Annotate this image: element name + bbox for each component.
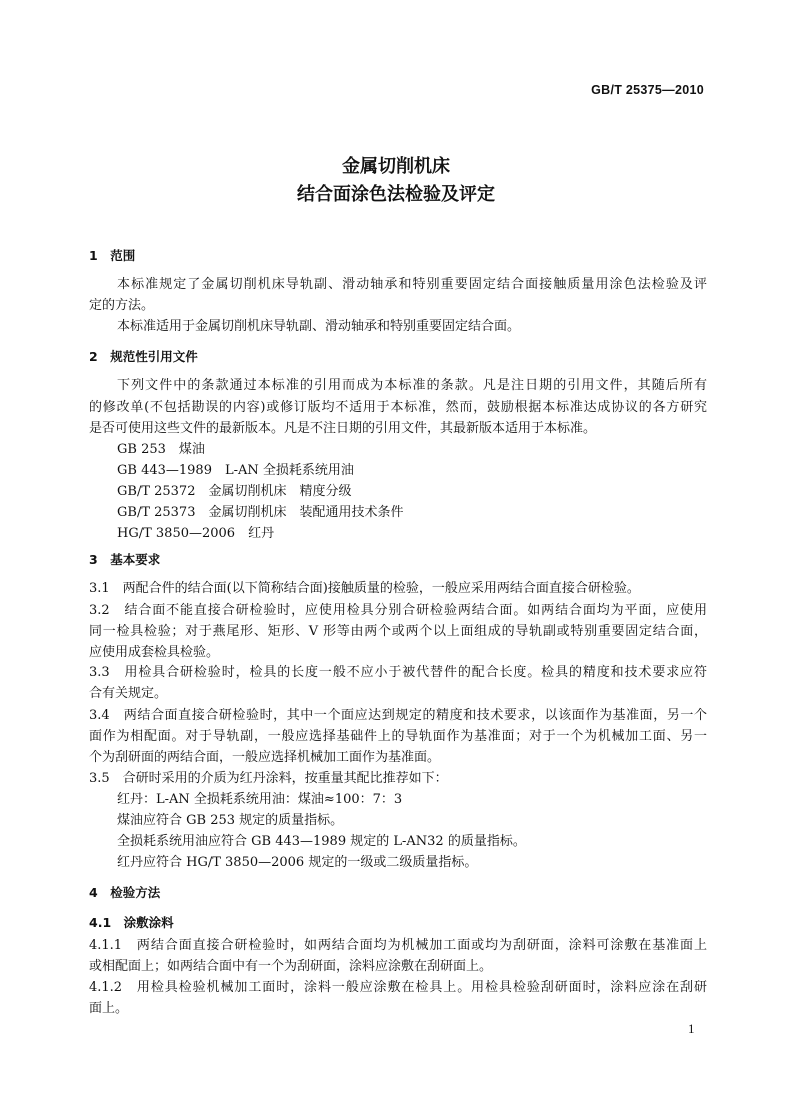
clause-line: 3.4 两结合面直接合研检验时，其中一个面应达到规定的精度和技术要求，以该面作为基准面，另一个 xyxy=(89,708,707,723)
clause-line: 4.1.2 用检具检验机械加工面时，涂料一般应涂敷在检具上。用检具检验刮研面时，涂料应涂在刮研 xyxy=(89,980,707,995)
clause-line: 红丹应符合 HG/T 3850—2006 规定的一级或二级质量指标。 xyxy=(117,855,478,870)
reference-item: GB/T 25373 金属切削机床 装配通用技术条件 xyxy=(117,505,404,520)
clause-line: 红丹：L-AN 全损耗系统用油：煤油≈100：7：3 xyxy=(117,792,403,807)
clause-line: 3.3 用检具合研检验时，检具的长度一般不应小于被代替件的配合长度。检具的精度和技术要求应符 xyxy=(89,665,707,680)
clause-line: 个为刮研面的两结合面，一般应选择机械加工面作为基准面。 xyxy=(89,750,441,765)
page-number: 1 xyxy=(688,1021,695,1036)
section-heading-4: 4 检验方法 xyxy=(89,885,161,900)
clause-line: 3.5 合研时采用的介质为红丹涂料，按重量其配比推荐如下： xyxy=(89,771,448,786)
title-line-1: 金属切削机床 xyxy=(342,156,450,177)
clause-line: 4.1.1 两结合面直接合研检验时，如两结合面均为机械加工面或均为刮研面，涂料可涂敷在基准面上 xyxy=(89,938,707,953)
section-heading-2: 2 规范性引用文件 xyxy=(89,349,198,364)
clause-line: 面上。 xyxy=(89,1001,129,1016)
reference-item: GB 443—1989 L-AN 全损耗系统用油 xyxy=(117,463,354,478)
paragraph-line: 是否可使用这些文件的最新版本。凡是不注日期的引用文件，其最新版本适用于本标准。 xyxy=(89,421,597,436)
reference-item: GB 253 煤油 xyxy=(117,442,205,457)
paragraph-line: 本标准适用于金属切削机床导轨副、滑动轴承和特别重要固定结合面。 xyxy=(117,319,521,334)
title-line-2: 结合面涂色法检验及评定 xyxy=(297,184,495,205)
paragraph-line: 下列文件中的条款通过本标准的引用而成为本标准的条款。凡是注日期的引用文件，其随后所有 xyxy=(117,378,707,393)
clause-line: 全损耗系统用油应符合 GB 443—1989 规定的 L-AN32 的质量指标。 xyxy=(117,834,526,849)
section-heading-3: 3 基本要求 xyxy=(89,552,161,567)
clause-line: 煤油应符合 GB 253 规定的质量指标。 xyxy=(117,813,344,828)
clause-line: 3.2 结合面不能直接合研检验时，应使用检具分别合研检验两结合面。如两结合面均为平面，应使用 xyxy=(89,603,707,618)
subsection-heading: 4.1 涂敷涂料 xyxy=(89,915,174,930)
standard-code: GB/T 25375—2010 xyxy=(591,83,704,97)
clause-line: 面作为相配面。对于导轨副，一般应选择基础件上的导轨面作为基准面；对于一个为机械加工面、另一 xyxy=(89,729,707,744)
clause-line: 3.1 两配合件的结合面(以下简称结合面)接触质量的检验，一般应采用两结合面直接合研检验。 xyxy=(89,581,640,596)
clause-line: 合有关规定。 xyxy=(89,686,168,701)
clause-line: 同一检具检验；对于燕尾形、矩形、V 形等由两个或两个以上面组成的导轨副或特别重要固定结合面， xyxy=(89,624,707,639)
reference-item: HG/T 3850—2006 红丹 xyxy=(117,526,275,541)
paragraph-line: 的修改单(不包括勘误的内容)或修订版均不适用于本标准，然而，鼓励根据本标准达成协议的各方研究 xyxy=(89,400,707,415)
reference-item: GB/T 25372 金属切削机床 精度分级 xyxy=(117,484,352,499)
section-heading-1: 1 范围 xyxy=(89,248,136,263)
paragraph-line: 定的方法。 xyxy=(89,298,155,313)
clause-line: 应使用成套检具检验。 xyxy=(89,645,220,660)
paragraph-line: 本标准规定了金属切削机床导轨副、滑动轴承和特别重要固定结合面接触质量用涂色法检验及评 xyxy=(117,277,707,292)
clause-line: 或相配面上；如两结合面中有一个为刮研面，涂料应涂敷在刮研面上。 xyxy=(89,959,493,974)
